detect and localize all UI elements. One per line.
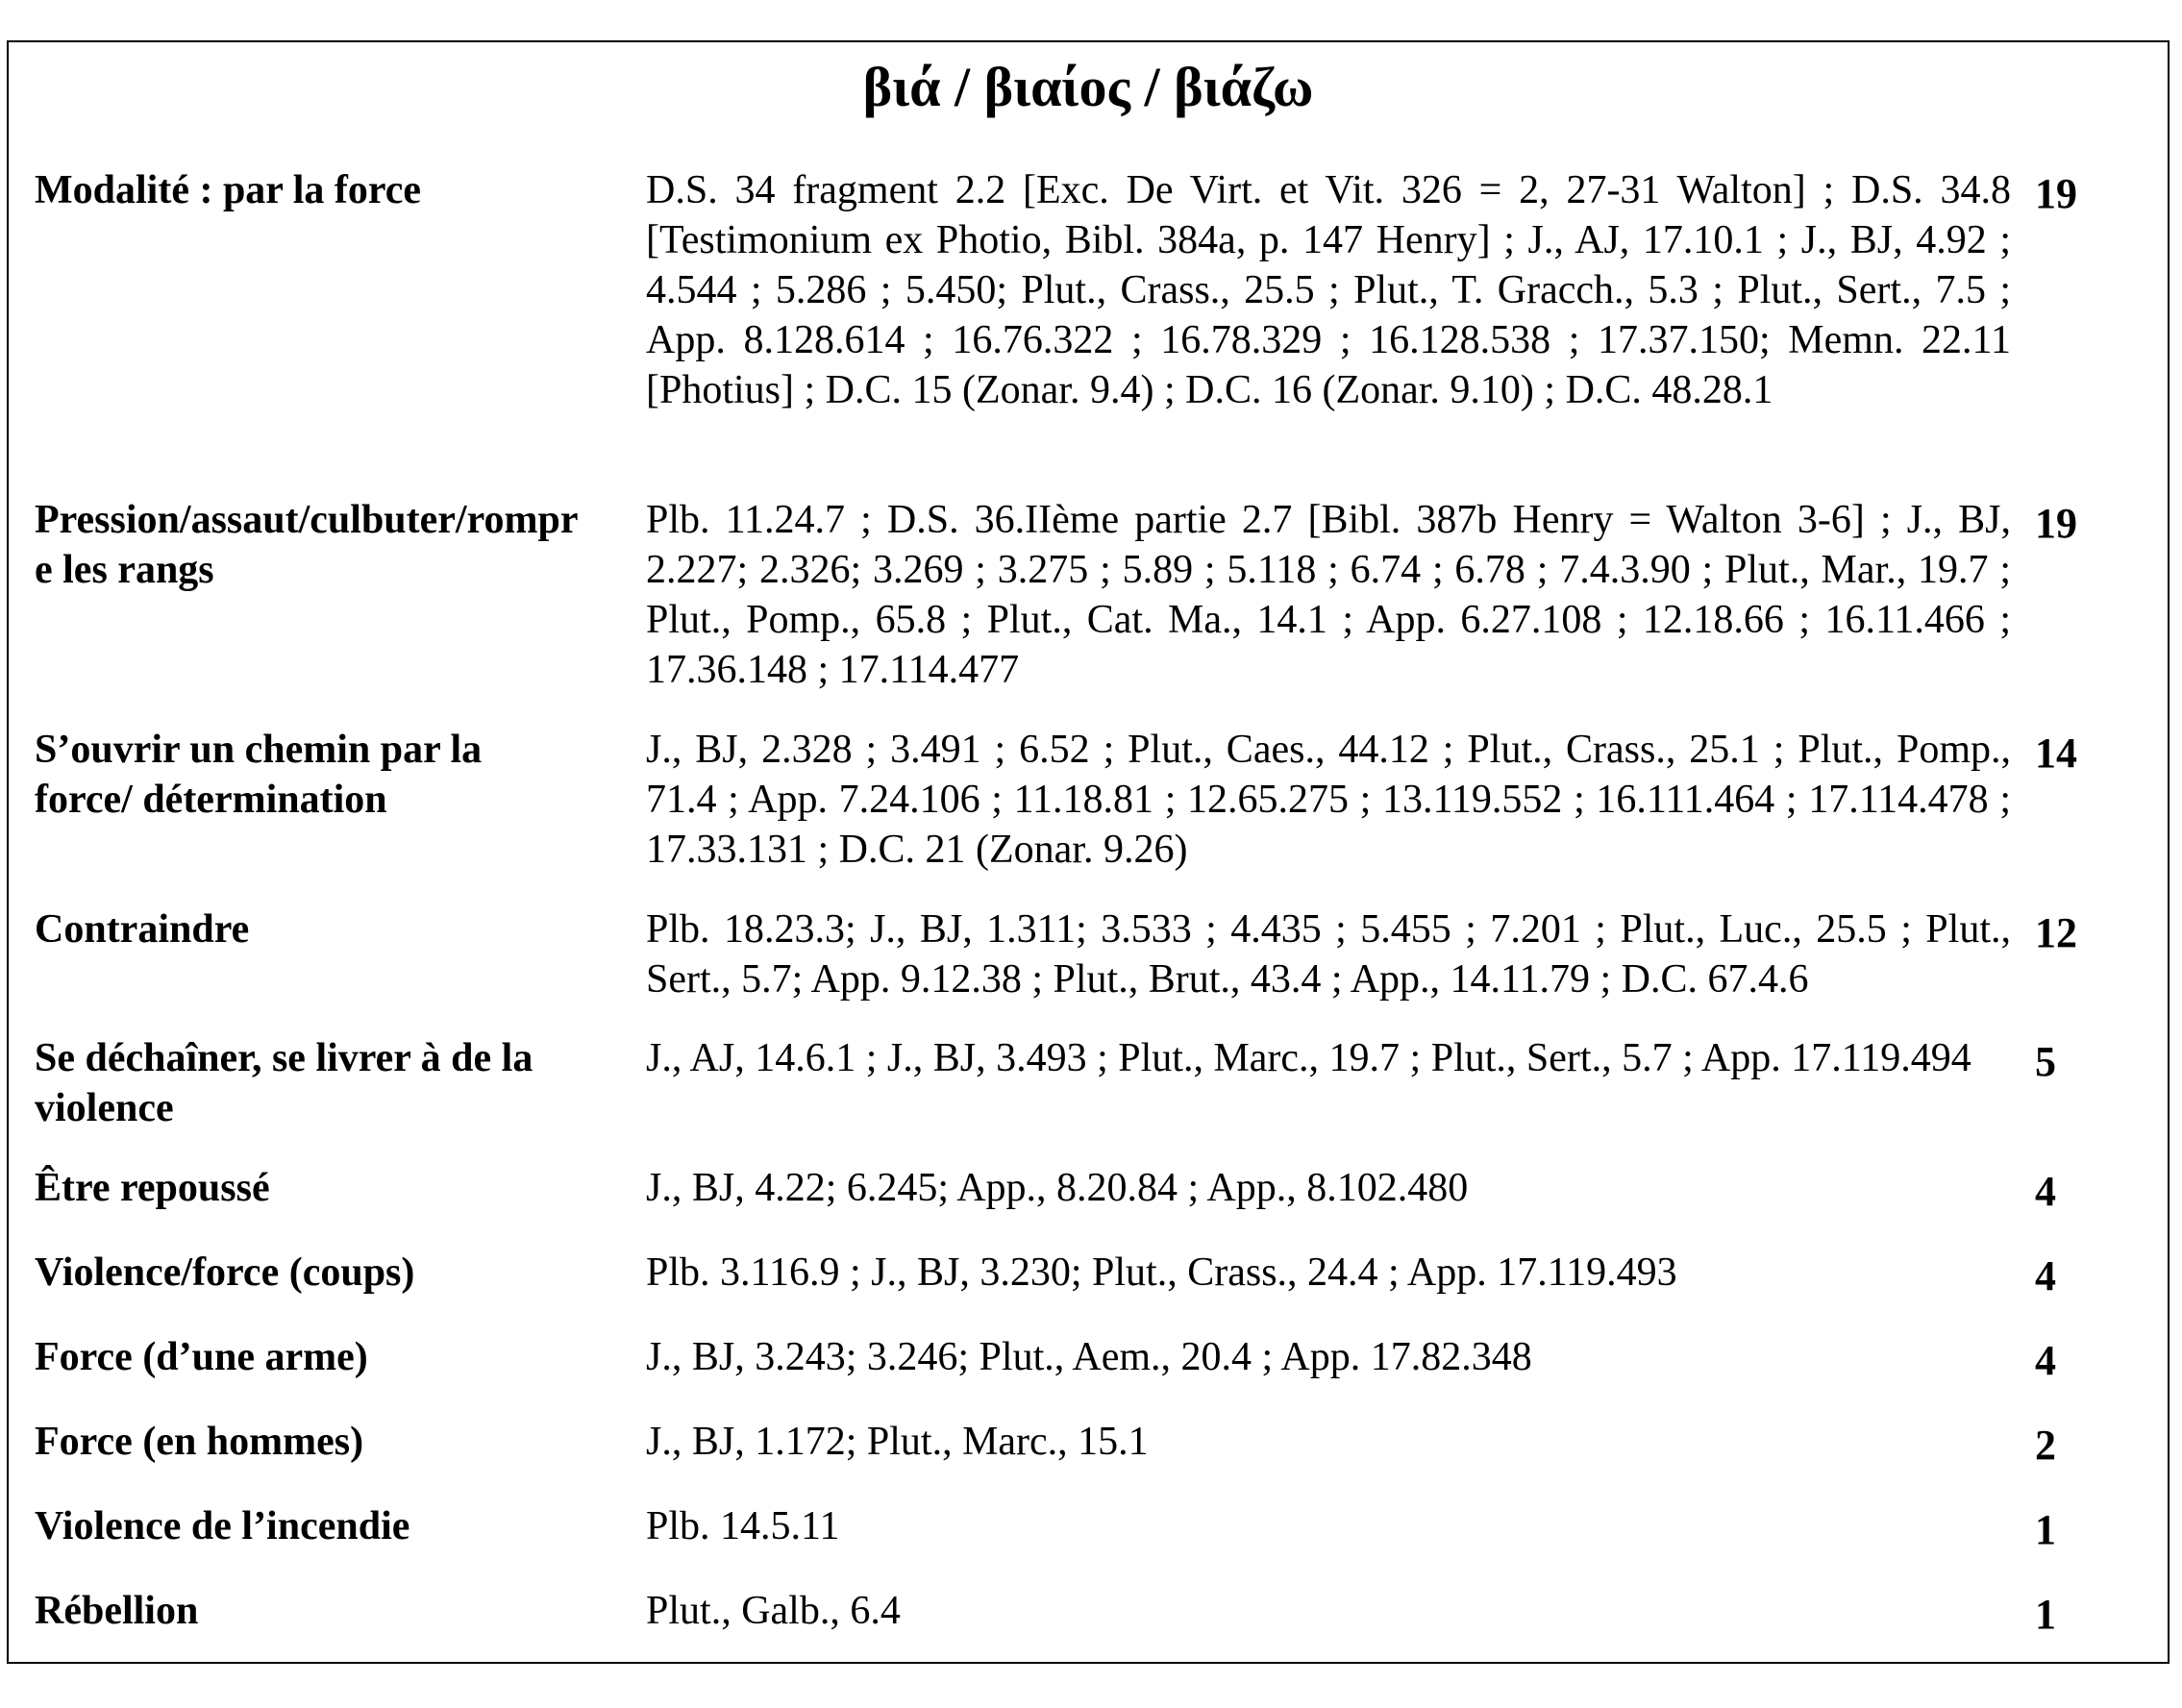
row-count: 1 xyxy=(2035,1506,2056,1553)
row-label: Force (en hommes) xyxy=(35,1420,364,1464)
row-count: 12 xyxy=(2035,909,2077,956)
row-references: Plb. 18.23.3; J., BJ, 1.311; 3.533 ; 4.435 ; 5.455 ; 7.201 ; Plut., Luc., 25.5 ; Plut., Sert., 5.7; App. 9.12.38 ; Plut., Brut., 43.4 ; App., 14.11.79 ; D.C. 67.4.6 xyxy=(646,907,2011,1002)
row-label: Se déchaîner, se livrer à de la violence xyxy=(35,1036,533,1130)
row-label: Pression/assaut/culbuter/rompre les rangs xyxy=(35,498,579,592)
row-count: 19 xyxy=(2035,500,2077,547)
row-label: Contraindre xyxy=(35,907,250,952)
row-references: D.S. 34 fragment 2.2 [Exc. De Virt. et Vit. 326 = 2, 27-31 Walton] ; D.S. 34.8 [Testimonium ex Photio, Bibl. 384a, p. 147 Henry] ; J., AJ, 17.10.1 ; J., BJ, 4.92 ; 4.544 ; 5.286 ; 5.450; Plut., Crass., 25.5 ; Plut., T. Gracch., 5.3 ; Plut., Sert., 7.5 ; App. 8.128.614 ; 16.76.322 ; 16.78.329 ; 16.128.538 ; 17.37.150; Memn. 22.11 [Photius] ; D.C. 15 (Zonar. 9.4) ; D.C. 16 (Zonar. 9.10) ; D.C. 48.28.1 xyxy=(646,168,2011,412)
row-count: 14 xyxy=(2035,730,2077,777)
row-references: J., BJ, 2.328 ; 3.491 ; 6.52 ; Plut., Caes., 44.12 ; Plut., Crass., 25.1 ; Plut., Pomp., 71.4 ; App. 7.24.106 ; 11.18.81 ; 12.65.275 ; 13.119.552 ; 16.111.464 ; 17.114.478 ; 17.33.131 ; D.C. 21 (Zonar. 9.26) xyxy=(646,728,2011,872)
row-label: Force (d’une arme) xyxy=(35,1335,368,1379)
page-title: βιά / βιαίος / βιάζω xyxy=(862,56,1314,118)
row-label: Violence/force (coups) xyxy=(35,1250,415,1295)
row-count: 1 xyxy=(2035,1591,2056,1638)
row-references: Plb. 14.5.11 xyxy=(646,1504,840,1548)
row-references: Plb. 11.24.7 ; D.S. 36.IIème partie 2.7 [Bibl. 387b Henry = Walton 3-6] ; J., BJ, 2.227; 2.326; 3.269 ; 3.275 ; 5.89 ; 5.118 ; 6.74 ; 6.78 ; 7.4.3.90 ; Plut., Mar., 19.7 ; Plut., Pomp., 65.8 ; Plut., Cat. Ma., 14.1 ; App. 6.27.108 ; 12.18.66 ; 16.11.466 ; 17.36.148 ; 17.114.477 xyxy=(646,498,2011,692)
row-count: 19 xyxy=(2035,170,2077,217)
row-label: Violence de l’incendie xyxy=(35,1504,410,1548)
row-references: Plb. 3.116.9 ; J., BJ, 3.230; Plut., Crass., 24.4 ; App. 17.119.493 xyxy=(646,1250,1677,1295)
row-references: J., BJ, 3.243; 3.246; Plut., Aem., 20.4 ; App. 17.82.348 xyxy=(646,1335,1532,1379)
row-count: 4 xyxy=(2035,1168,2056,1215)
row-label: Rébellion xyxy=(35,1589,199,1633)
row-references: J., BJ, 4.22; 6.245; App., 8.20.84 ; App., 8.102.480 xyxy=(646,1166,1469,1210)
row-label: Modalité : par la force xyxy=(35,168,422,212)
row-count: 4 xyxy=(2035,1337,2056,1384)
row-count: 4 xyxy=(2035,1252,2056,1300)
row-count: 2 xyxy=(2035,1422,2056,1469)
table-frame xyxy=(7,40,2170,1664)
row-references: Plut., Galb., 6.4 xyxy=(646,1589,901,1633)
row-label: Être repoussé xyxy=(35,1166,270,1210)
row-count: 5 xyxy=(2035,1038,2056,1085)
row-references: J., AJ, 14.6.1 ; J., BJ, 3.493 ; Plut., Marc., 19.7 ; Plut., Sert., 5.7 ; App. 17.119.494 xyxy=(646,1036,1971,1080)
row-label: S’ouvrir un chemin par la force/ détermination xyxy=(35,728,483,822)
row-references: J., BJ, 1.172; Plut., Marc., 15.1 xyxy=(646,1420,1149,1464)
